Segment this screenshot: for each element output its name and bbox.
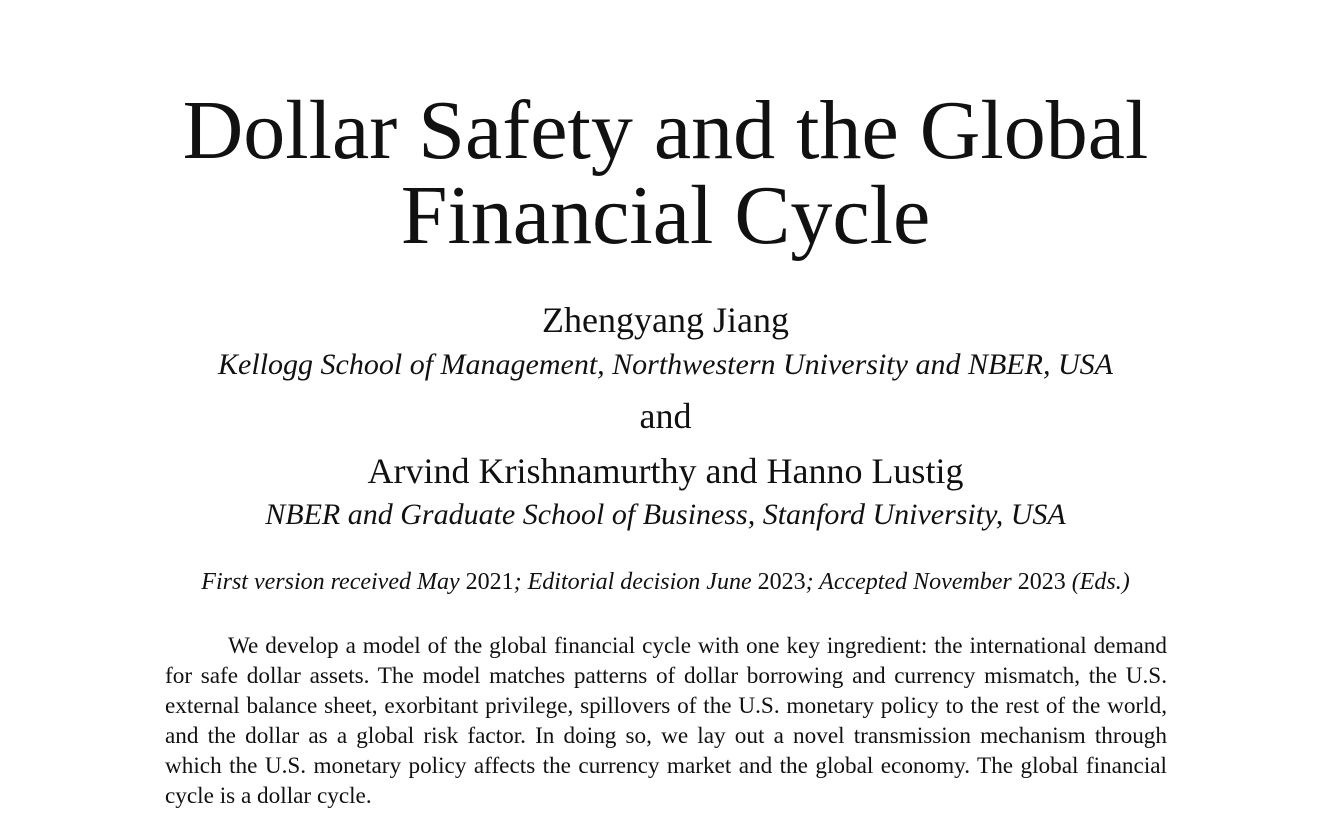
submission-dates xyxy=(0,567,1331,597)
accepted-label: ; Accepted November xyxy=(805,569,1018,595)
dates-suffix: (Eds.) xyxy=(1065,569,1130,595)
decision-label: ; Editorial decision June xyxy=(513,569,758,595)
abstract-text: We develop a model of the global financial cycle with one key ingredient: the international demand for safe dollar assets. The model matches patterns of dollar borrowing and currency mismatch, the U.S. external balance sheet, exorbitant privilege, spillovers of the U.S. monetary policy to the rest of the world, and the dollar as a global risk factor. In doing so, we lay out a novel transmission mechanism through which the U.S. monetary policy affects the currency market and the global economy. The global financial cycle is a dollar cycle. xyxy=(165,633,1167,809)
author-1-name: Zhengyang Jiang xyxy=(542,300,789,340)
author-2-affiliation: NBER and Graduate School of Business, Stanford University, USA xyxy=(265,498,1066,531)
authors-conjunction: and xyxy=(639,396,692,436)
received-year: 2021 xyxy=(465,569,514,595)
accepted-year: 2023 xyxy=(1017,569,1066,595)
paper-title xyxy=(0,84,1331,262)
author-2-name: Arvind Krishnamurthy and Hanno Lustig xyxy=(367,451,964,491)
decision-year: 2023 xyxy=(757,569,806,595)
received-label: First version received May xyxy=(201,569,466,595)
paper-title-line-2: Financial Cycle xyxy=(400,169,931,262)
paper-title-line-1: Dollar Safety and the Global xyxy=(182,84,1149,177)
author-1-affiliation: Kellogg School of Management, Northwestern University and NBER, USA xyxy=(218,348,1113,381)
